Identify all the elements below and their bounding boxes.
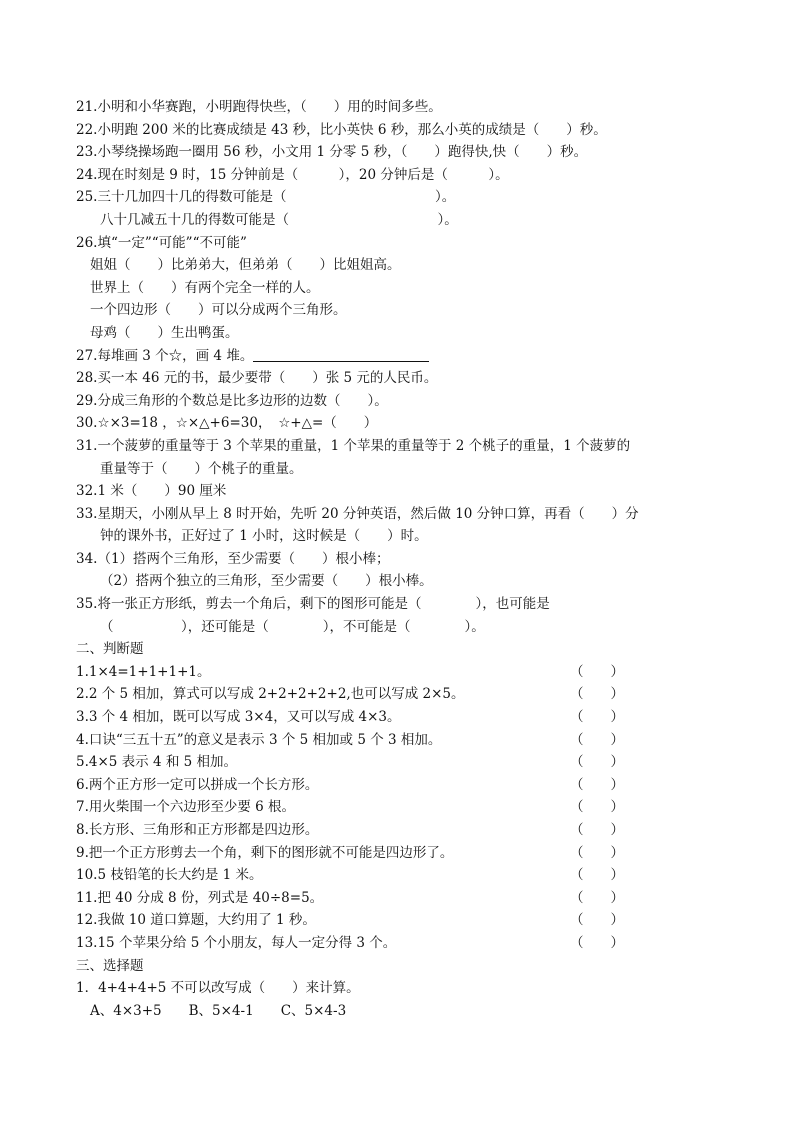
- question-30: 30.☆×3=18 ，☆×△+6=30， ☆+△=（ ）: [76, 415, 378, 432]
- question-35-part1: 35.将一张正方形纸，剪去一个角后，剩下的图形可能是（ ），也可能是: [76, 596, 550, 613]
- question-26: 26.填“一定”“可能”“不可能”: [76, 234, 247, 251]
- judgment-answer-bracket: （ ）: [570, 822, 624, 838]
- question-26-d: 母鸡（ ）生出鸭蛋。: [90, 324, 239, 341]
- choice-question-1: 1．4+4+4+5 不可以改写成（ ）来计算。: [76, 980, 360, 997]
- question-31-part2: 重量等于（ ）个桃子的重量。: [100, 460, 303, 477]
- judgment-item: [76, 706, 726, 729]
- judgment-item-text: 3.3 个 4 相加，既可以写成 3×4，又可以写成 4×3。: [76, 709, 401, 726]
- question-27-text: 27.每堆画 3 个☆，画 4 堆。: [76, 347, 254, 364]
- judgment-list: [76, 661, 726, 955]
- judgment-item: [76, 796, 726, 819]
- question-34-part1: 34.（1）搭两个三角形，至少需要（ ）根小棒；: [76, 550, 390, 567]
- question-28: 28.买一本 46 元的书，最少要带（ ）张 5 元的人民币。: [76, 370, 438, 387]
- judgment-item-text: 2.2 个 5 相加，算式可以写成 2+2+2+2+2,也可以写成 2×5。: [76, 686, 465, 703]
- judgment-item: [76, 819, 726, 842]
- judgment-item-text: 13.15 个苹果分给 5 个小朋友，每人一定分得 3 个。: [76, 934, 397, 951]
- judgment-answer-bracket: （ ）: [570, 867, 624, 884]
- judgment-answer-bracket: （ ）: [570, 934, 624, 951]
- question-26-b: 世界上（ ）有两个完全一样的人。: [90, 279, 320, 296]
- judgment-item: [76, 683, 726, 706]
- choice-question-1-options: A、4×3+5 B、5×4-1 C、5×4-3: [90, 1002, 347, 1019]
- question-31-part1: 31.一个菠萝的重量等于 3 个苹果的重量，1 个苹果的重量等于 2 个桃子的重量，1 个菠萝的: [76, 437, 631, 454]
- question-33-part1: 33.星期天，小刚从早上 8 时开始，先听 20 分钟英语，然后做 10 分钟口算，再看（ ）分: [76, 505, 639, 522]
- question-25-part1: 25.三十几加四十几的得数可能是（ ）。: [76, 189, 456, 206]
- judgment-answer-bracket: （ ）: [570, 799, 624, 816]
- judgment-answer-bracket: （ ）: [570, 776, 624, 793]
- question-33-part2: 钟的课外书，正好过了 1 小时，这时候是（ ）时。: [100, 528, 428, 545]
- judgment-answer-bracket: （ ）: [570, 686, 624, 703]
- judgment-answer-bracket: （ ）: [570, 844, 624, 861]
- judgment-item-text: 1.1×4=1+1+1+1。: [76, 663, 211, 680]
- judgment-item: [76, 887, 726, 910]
- judgment-item: [76, 864, 726, 887]
- question-21: 21.小明和小华赛跑，小明跑得快些，（ ）用的时间多些。: [76, 99, 442, 115]
- question-27: [76, 345, 726, 368]
- question-24: 24.现在时刻是 9 时，15 分钟前是（ ），20 分钟后是（ ）。: [76, 166, 509, 183]
- question-22: 22.小明跑 200 米的比赛成绩是 43 秒，比小英快 6 秒，那么小英的成绩是（ ）秒。: [76, 121, 607, 138]
- judgment-item-text: 12.我做 10 道口算题，大约用了 1 秒。: [76, 912, 316, 929]
- judgment-item: [76, 932, 726, 955]
- judgment-item-text: 11.把 40 分成 8 份，列式是 40÷8=5。: [76, 889, 324, 906]
- judgment-answer-bracket: （ ）: [570, 709, 624, 726]
- judgment-item: [76, 729, 726, 752]
- question-29: 29.分成三角形的个数总是比多边形的边数（ ）。: [76, 392, 388, 409]
- judgment-item-text: 4.口诀“三五十五”的意义是表示 3 个 5 相加或 5 个 3 相加。: [76, 731, 442, 748]
- judgment-item: [76, 842, 726, 865]
- judgment-item-text: 7.用火柴围一个六边形至少要 6 根。: [76, 799, 296, 816]
- judgment-item: [76, 751, 726, 774]
- judgment-answer-bracket: （ ）: [570, 731, 624, 748]
- section-title-choice: 三、选择题: [76, 957, 144, 974]
- question-32: 32.1 米（ ）90 厘米: [76, 483, 227, 500]
- judgment-item-text: 10.5 枝铅笔的长大约是 1 米。: [76, 867, 263, 884]
- judgment-answer-bracket: （ ）: [570, 889, 624, 906]
- section-title-judgment: 二、判断题: [76, 641, 144, 658]
- answer-underline: [253, 347, 429, 362]
- judgment-item: [76, 774, 726, 797]
- question-35-part2: （ ），还可能是（ ），不可能是（ ）。: [100, 618, 485, 635]
- judgment-item: [76, 909, 726, 932]
- judgment-answer-bracket: （ ）: [570, 663, 624, 680]
- judgment-item-text: 8.长方形、三角形和正方形都是四边形。: [76, 822, 319, 838]
- judgment-item-text: 5.4×5 表示 4 和 5 相加。: [76, 754, 238, 771]
- judgment-item-text: 6.两个正方形一定可以拼成一个长方形。: [76, 776, 319, 793]
- judgment-item-text: 9.把一个正方形剪去一个角，剩下的图形就不可能是四边形了。: [76, 844, 454, 861]
- question-23: 23.小琴绕操场跑一圈用 56 秒，小文用 1 分零 5 秒，（ ）跑得快,快（ ）秒。: [76, 144, 588, 161]
- question-25-part2: 八十几减五十几的得数可能是（ ）。: [100, 211, 458, 228]
- judgment-item: [76, 661, 726, 684]
- judgment-answer-bracket: （ ）: [570, 912, 624, 929]
- worksheet: [76, 96, 726, 1022]
- judgment-answer-bracket: （ ）: [570, 754, 624, 771]
- question-34-part2: （2）搭两个独立的三角形，至少需要（ ）根小棒。: [100, 573, 433, 590]
- question-26-c: 一个四边形（ ）可以分成两个三角形。: [90, 302, 347, 319]
- question-26-a: 姐姐（ ）比弟弟大，但弟弟（ ）比姐姐高。: [90, 257, 401, 274]
